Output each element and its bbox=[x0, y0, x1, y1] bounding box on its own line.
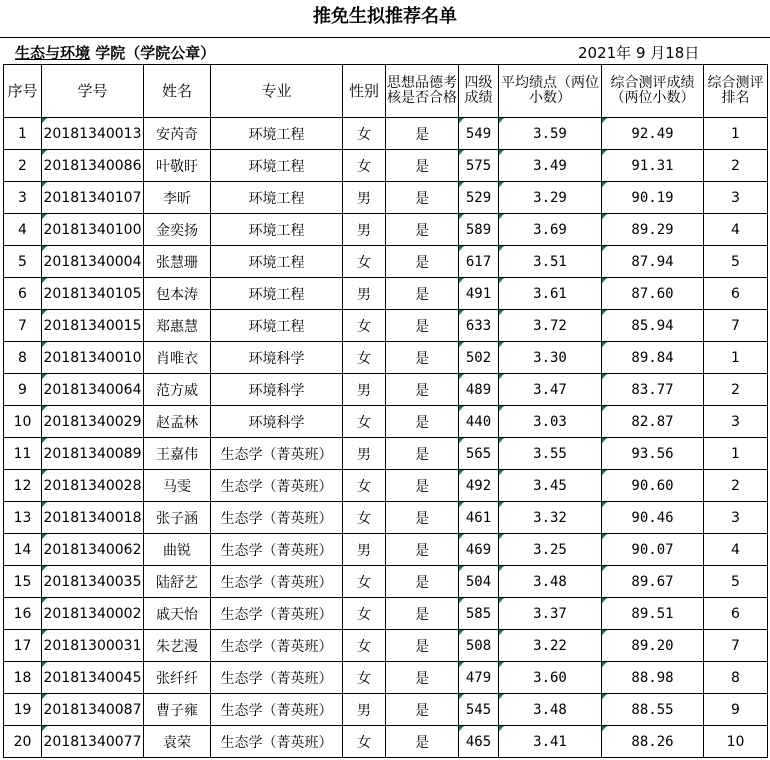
cell-major[interactable]: 环境工程 bbox=[211, 278, 343, 310]
cell-cet4[interactable]: 504 bbox=[459, 566, 499, 598]
cell-gpa[interactable]: 3.61 bbox=[499, 278, 602, 310]
cell-major[interactable]: 生态学（菁英班） bbox=[211, 694, 343, 726]
cell-gpa[interactable]: 3.47 bbox=[499, 374, 602, 406]
cell-major[interactable]: 环境工程 bbox=[211, 310, 343, 342]
cell-composite-rank[interactable]: 7 bbox=[704, 630, 768, 662]
cell-composite-rank[interactable]: 3 bbox=[704, 406, 768, 438]
cell-moral-check[interactable]: 是 bbox=[386, 278, 459, 310]
cell-name[interactable]: 叶敬盱 bbox=[144, 150, 211, 182]
cell-index[interactable]: 1 bbox=[4, 118, 42, 150]
cell-gender[interactable]: 男 bbox=[343, 182, 386, 214]
cell-student-id[interactable]: 20181340002 bbox=[42, 598, 144, 630]
cell-cet4[interactable]: 461 bbox=[459, 502, 499, 534]
cell-composite-rank[interactable]: 5 bbox=[704, 566, 768, 598]
cell-index[interactable]: 20 bbox=[4, 726, 42, 758]
cell-composite-score[interactable]: 89.84 bbox=[602, 342, 704, 374]
cell-composite-score[interactable]: 83.77 bbox=[602, 374, 704, 406]
subheader-row bbox=[0, 38, 770, 64]
cell-composite-score[interactable]: 88.26 bbox=[602, 726, 704, 758]
cell-composite-rank[interactable]: 5 bbox=[704, 246, 768, 278]
cell-cet4[interactable]: 633 bbox=[459, 310, 499, 342]
cell-cet4[interactable]: 489 bbox=[459, 374, 499, 406]
cell-gpa[interactable]: 3.55 bbox=[499, 438, 602, 470]
cell-index[interactable]: 13 bbox=[4, 502, 42, 534]
cell-major[interactable]: 生态学（菁英班） bbox=[211, 630, 343, 662]
col-header-student-id: 学号 bbox=[42, 65, 144, 118]
cell-index[interactable]: 5 bbox=[4, 246, 42, 278]
cell-moral-check[interactable]: 是 bbox=[386, 150, 459, 182]
cell-gender[interactable]: 男 bbox=[343, 214, 386, 246]
cell-name[interactable]: 戚天怡 bbox=[144, 598, 211, 630]
cell-gender[interactable]: 女 bbox=[343, 310, 386, 342]
cell-index[interactable]: 17 bbox=[4, 630, 42, 662]
cell-student-id[interactable]: 20181340105 bbox=[42, 278, 144, 310]
cell-composite-rank[interactable]: 2 bbox=[704, 470, 768, 502]
cell-cet4[interactable]: 565 bbox=[459, 438, 499, 470]
cell-index[interactable]: 18 bbox=[4, 662, 42, 694]
cell-index[interactable]: 2 bbox=[4, 150, 42, 182]
cell-index[interactable]: 12 bbox=[4, 470, 42, 502]
cell-cet4[interactable]: 479 bbox=[459, 662, 499, 694]
cell-composite-rank[interactable]: 3 bbox=[704, 182, 768, 214]
cell-major[interactable]: 环境科学 bbox=[211, 406, 343, 438]
cell-composite-score[interactable]: 90.46 bbox=[602, 502, 704, 534]
cell-major[interactable]: 生态学（菁英班） bbox=[211, 662, 343, 694]
cell-major[interactable]: 环境工程 bbox=[211, 118, 343, 150]
cell-gpa[interactable]: 3.37 bbox=[499, 598, 602, 630]
cell-student-id[interactable]: 20181340035 bbox=[42, 566, 144, 598]
cell-name[interactable]: 袁荣 bbox=[144, 726, 211, 758]
cell-composite-rank[interactable]: 4 bbox=[704, 214, 768, 246]
table-row bbox=[4, 726, 768, 758]
cell-major[interactable]: 环境科学 bbox=[211, 342, 343, 374]
cell-gpa[interactable]: 3.45 bbox=[499, 470, 602, 502]
cell-student-id[interactable]: 20181340100 bbox=[42, 214, 144, 246]
cell-composite-score[interactable]: 88.55 bbox=[602, 694, 704, 726]
cell-gpa[interactable]: 3.03 bbox=[499, 406, 602, 438]
cell-gpa[interactable]: 3.32 bbox=[499, 502, 602, 534]
recommendation-table bbox=[3, 64, 768, 758]
cell-gender[interactable]: 女 bbox=[343, 566, 386, 598]
cell-composite-rank[interactable]: 4 bbox=[704, 534, 768, 566]
cell-moral-check[interactable]: 是 bbox=[386, 438, 459, 470]
cell-gender[interactable]: 女 bbox=[343, 630, 386, 662]
cell-gpa[interactable]: 3.72 bbox=[499, 310, 602, 342]
cell-index[interactable]: 14 bbox=[4, 534, 42, 566]
table-row bbox=[4, 310, 768, 342]
cell-name[interactable]: 肖唯衣 bbox=[144, 342, 211, 374]
col-header-gender: 性别 bbox=[343, 65, 386, 118]
cell-moral-check[interactable]: 是 bbox=[386, 310, 459, 342]
table-row bbox=[4, 246, 768, 278]
table-row bbox=[4, 214, 768, 246]
cell-gpa[interactable]: 3.59 bbox=[499, 118, 602, 150]
cell-gpa[interactable]: 3.48 bbox=[499, 694, 602, 726]
cell-index[interactable]: 11 bbox=[4, 438, 42, 470]
cell-moral-check[interactable]: 是 bbox=[386, 534, 459, 566]
table-row bbox=[4, 342, 768, 374]
table-row bbox=[4, 470, 768, 502]
cell-gender[interactable]: 女 bbox=[343, 470, 386, 502]
cell-name[interactable]: 赵孟林 bbox=[144, 406, 211, 438]
cell-name[interactable]: 张慧珊 bbox=[144, 246, 211, 278]
cell-composite-rank[interactable]: 7 bbox=[704, 310, 768, 342]
cell-composite-score[interactable]: 91.31 bbox=[602, 150, 704, 182]
cell-gpa[interactable]: 3.25 bbox=[499, 534, 602, 566]
cell-gender[interactable]: 男 bbox=[343, 278, 386, 310]
cell-gpa[interactable]: 3.69 bbox=[499, 214, 602, 246]
cell-moral-check[interactable]: 是 bbox=[386, 374, 459, 406]
cell-gender[interactable]: 女 bbox=[343, 502, 386, 534]
table-row bbox=[4, 630, 768, 662]
cell-student-id[interactable]: 20181340064 bbox=[42, 374, 144, 406]
cell-composite-score[interactable]: 92.49 bbox=[602, 118, 704, 150]
date-label: 2021年 9 月18日 bbox=[578, 44, 700, 62]
cell-moral-check[interactable]: 是 bbox=[386, 406, 459, 438]
cell-gender[interactable]: 女 bbox=[343, 662, 386, 694]
cell-composite-score[interactable]: 89.51 bbox=[602, 598, 704, 630]
cell-composite-rank[interactable]: 1 bbox=[704, 118, 768, 150]
cell-name[interactable]: 李昕 bbox=[144, 182, 211, 214]
cell-cet4[interactable]: 491 bbox=[459, 278, 499, 310]
table-row bbox=[4, 406, 768, 438]
table-row bbox=[4, 438, 768, 470]
table-row bbox=[4, 502, 768, 534]
cell-composite-score[interactable]: 90.07 bbox=[602, 534, 704, 566]
cell-composite-score[interactable]: 93.56 bbox=[602, 438, 704, 470]
cell-index[interactable]: 3 bbox=[4, 182, 42, 214]
cell-major[interactable]: 生态学（菁英班） bbox=[211, 534, 343, 566]
cell-composite-score[interactable]: 90.60 bbox=[602, 470, 704, 502]
table-row bbox=[4, 694, 768, 726]
cell-gender[interactable]: 女 bbox=[343, 342, 386, 374]
cell-index[interactable]: 9 bbox=[4, 374, 42, 406]
cell-composite-rank[interactable]: 6 bbox=[704, 598, 768, 630]
cell-major[interactable]: 生态学（菁英班） bbox=[211, 726, 343, 758]
cell-cet4[interactable]: 502 bbox=[459, 342, 499, 374]
cell-name[interactable]: 范方威 bbox=[144, 374, 211, 406]
college-name: 生态与环境 bbox=[15, 44, 91, 62]
cell-major[interactable]: 环境工程 bbox=[211, 182, 343, 214]
cell-moral-check[interactable]: 是 bbox=[386, 502, 459, 534]
college-suffix: 学院（学院公章） bbox=[90, 44, 216, 62]
cell-composite-rank[interactable]: 1 bbox=[704, 342, 768, 374]
cell-gender[interactable]: 女 bbox=[343, 246, 386, 278]
col-header-major: 专业 bbox=[211, 65, 343, 118]
table-body bbox=[4, 118, 768, 758]
cell-composite-rank[interactable]: 9 bbox=[704, 694, 768, 726]
table-row bbox=[4, 374, 768, 406]
cell-cet4[interactable]: 465 bbox=[459, 726, 499, 758]
cell-gender[interactable]: 女 bbox=[343, 406, 386, 438]
table-row bbox=[4, 182, 768, 214]
cell-student-id[interactable]: 20181340028 bbox=[42, 470, 144, 502]
cell-moral-check[interactable]: 是 bbox=[386, 342, 459, 374]
table-row bbox=[4, 118, 768, 150]
cell-name[interactable]: 马雯 bbox=[144, 470, 211, 502]
cell-composite-score[interactable]: 90.19 bbox=[602, 182, 704, 214]
cell-student-id[interactable]: 20181340086 bbox=[42, 150, 144, 182]
college-label bbox=[15, 42, 215, 63]
cell-composite-rank[interactable]: 2 bbox=[704, 150, 768, 182]
cell-composite-score[interactable]: 87.94 bbox=[602, 246, 704, 278]
cell-moral-check[interactable]: 是 bbox=[386, 246, 459, 278]
cell-cet4[interactable]: 545 bbox=[459, 694, 499, 726]
cell-major[interactable]: 生态学（菁英班） bbox=[211, 502, 343, 534]
cell-index[interactable]: 7 bbox=[4, 310, 42, 342]
cell-index[interactable]: 19 bbox=[4, 694, 42, 726]
cell-cet4[interactable]: 508 bbox=[459, 630, 499, 662]
cell-major[interactable]: 生态学（菁英班） bbox=[211, 438, 343, 470]
cell-student-id[interactable]: 20181340004 bbox=[42, 246, 144, 278]
cell-composite-score[interactable]: 85.94 bbox=[602, 310, 704, 342]
cell-gender[interactable]: 女 bbox=[343, 150, 386, 182]
cell-name[interactable]: 包本涛 bbox=[144, 278, 211, 310]
cell-name[interactable]: 郑惠慧 bbox=[144, 310, 211, 342]
cell-moral-check[interactable]: 是 bbox=[386, 566, 459, 598]
cell-composite-score[interactable]: 89.20 bbox=[602, 630, 704, 662]
cell-cet4[interactable]: 589 bbox=[459, 214, 499, 246]
col-header-index: 序号 bbox=[4, 65, 42, 118]
cell-student-id[interactable]: 20181300031 bbox=[42, 630, 144, 662]
cell-major[interactable]: 环境工程 bbox=[211, 246, 343, 278]
cell-name[interactable]: 安芮奇 bbox=[144, 118, 211, 150]
document-title: 推免生拟推荐名单 bbox=[313, 6, 457, 27]
cell-moral-check[interactable]: 是 bbox=[386, 662, 459, 694]
cell-student-id[interactable]: 20181340045 bbox=[42, 662, 144, 694]
col-header-moral-check: 思想品德考核是否合格 bbox=[386, 65, 459, 118]
cell-composite-score[interactable]: 89.29 bbox=[602, 214, 704, 246]
cell-student-id[interactable]: 20181340013 bbox=[42, 118, 144, 150]
table-row bbox=[4, 598, 768, 630]
cell-cet4[interactable]: 549 bbox=[459, 118, 499, 150]
cell-major[interactable]: 生态学（菁英班） bbox=[211, 598, 343, 630]
cell-gpa[interactable]: 3.60 bbox=[499, 662, 602, 694]
cell-student-id[interactable]: 20181340089 bbox=[42, 438, 144, 470]
cell-gpa[interactable]: 3.41 bbox=[499, 726, 602, 758]
cell-name[interactable]: 曹子雍 bbox=[144, 694, 211, 726]
cell-gender[interactable]: 男 bbox=[343, 374, 386, 406]
table-row bbox=[4, 150, 768, 182]
cell-gpa[interactable]: 3.48 bbox=[499, 566, 602, 598]
cell-index[interactable]: 6 bbox=[4, 278, 42, 310]
cell-gender[interactable]: 女 bbox=[343, 598, 386, 630]
cell-gender[interactable]: 女 bbox=[343, 726, 386, 758]
header-row bbox=[4, 65, 768, 118]
cell-gpa[interactable]: 3.29 bbox=[499, 182, 602, 214]
col-header-composite-rank: 综合测评排名 bbox=[704, 65, 768, 118]
cell-index[interactable]: 8 bbox=[4, 342, 42, 374]
cell-composite-rank[interactable]: 3 bbox=[704, 502, 768, 534]
cell-cet4[interactable]: 440 bbox=[459, 406, 499, 438]
cell-cet4[interactable]: 469 bbox=[459, 534, 499, 566]
cell-moral-check[interactable]: 是 bbox=[386, 598, 459, 630]
cell-gender[interactable]: 男 bbox=[343, 438, 386, 470]
cell-student-id[interactable]: 20181340010 bbox=[42, 342, 144, 374]
cell-composite-rank[interactable]: 2 bbox=[704, 374, 768, 406]
cell-major[interactable]: 生态学（菁英班） bbox=[211, 566, 343, 598]
cell-composite-rank[interactable]: 10 bbox=[704, 726, 768, 758]
cell-student-id[interactable]: 20181340062 bbox=[42, 534, 144, 566]
cell-student-id[interactable]: 20181340015 bbox=[42, 310, 144, 342]
cell-moral-check[interactable]: 是 bbox=[386, 726, 459, 758]
cell-name[interactable]: 陆舒艺 bbox=[144, 566, 211, 598]
col-header-composite-score: 综合测评成绩（两位小数） bbox=[602, 65, 704, 118]
cell-cet4[interactable]: 585 bbox=[459, 598, 499, 630]
cell-composite-score[interactable]: 82.87 bbox=[602, 406, 704, 438]
cell-major[interactable]: 环境科学 bbox=[211, 374, 343, 406]
cell-cet4[interactable]: 492 bbox=[459, 470, 499, 502]
cell-gender[interactable]: 男 bbox=[343, 534, 386, 566]
cell-moral-check[interactable]: 是 bbox=[386, 630, 459, 662]
cell-moral-check[interactable]: 是 bbox=[386, 214, 459, 246]
cell-moral-check[interactable]: 是 bbox=[386, 694, 459, 726]
table-row bbox=[4, 278, 768, 310]
table-row bbox=[4, 662, 768, 694]
cell-composite-score[interactable]: 88.98 bbox=[602, 662, 704, 694]
cell-name[interactable]: 张子涵 bbox=[144, 502, 211, 534]
cell-gender[interactable]: 男 bbox=[343, 694, 386, 726]
col-header-name: 姓名 bbox=[144, 65, 211, 118]
cell-name[interactable]: 曲锐 bbox=[144, 534, 211, 566]
cell-index[interactable]: 16 bbox=[4, 598, 42, 630]
cell-moral-check[interactable]: 是 bbox=[386, 470, 459, 502]
cell-composite-rank[interactable]: 8 bbox=[704, 662, 768, 694]
cell-major[interactable]: 环境工程 bbox=[211, 150, 343, 182]
cell-cet4[interactable]: 617 bbox=[459, 246, 499, 278]
cell-index[interactable]: 4 bbox=[4, 214, 42, 246]
cell-student-id[interactable]: 20181340077 bbox=[42, 726, 144, 758]
cell-gpa[interactable]: 3.22 bbox=[499, 630, 602, 662]
cell-moral-check[interactable]: 是 bbox=[386, 118, 459, 150]
cell-major[interactable]: 生态学（菁英班） bbox=[211, 470, 343, 502]
cell-name[interactable]: 王嘉伟 bbox=[144, 438, 211, 470]
cell-student-id[interactable]: 20181340018 bbox=[42, 502, 144, 534]
cell-index[interactable]: 10 bbox=[4, 406, 42, 438]
cell-gender[interactable]: 女 bbox=[343, 118, 386, 150]
col-header-cet4: 四级成绩 bbox=[459, 65, 499, 118]
cell-cet4[interactable]: 529 bbox=[459, 182, 499, 214]
col-header-gpa: 平均绩点（两位小数） bbox=[499, 65, 602, 118]
cell-composite-rank[interactable]: 6 bbox=[704, 278, 768, 310]
cell-gpa[interactable]: 3.51 bbox=[499, 246, 602, 278]
cell-composite-rank[interactable]: 1 bbox=[704, 438, 768, 470]
cell-student-id[interactable]: 20181340087 bbox=[42, 694, 144, 726]
cell-index[interactable]: 15 bbox=[4, 566, 42, 598]
cell-student-id[interactable]: 20181340107 bbox=[42, 182, 144, 214]
cell-composite-score[interactable]: 89.67 bbox=[602, 566, 704, 598]
table-row bbox=[4, 534, 768, 566]
cell-composite-score[interactable]: 87.60 bbox=[602, 278, 704, 310]
cell-gpa[interactable]: 3.49 bbox=[499, 150, 602, 182]
cell-gpa[interactable]: 3.30 bbox=[499, 342, 602, 374]
cell-name[interactable]: 朱艺漫 bbox=[144, 630, 211, 662]
cell-major[interactable]: 环境工程 bbox=[211, 214, 343, 246]
table-row bbox=[4, 566, 768, 598]
cell-cet4[interactable]: 575 bbox=[459, 150, 499, 182]
cell-moral-check[interactable]: 是 bbox=[386, 182, 459, 214]
cell-student-id[interactable]: 20181340029 bbox=[42, 406, 144, 438]
cell-name[interactable]: 金奕扬 bbox=[144, 214, 211, 246]
cell-name[interactable]: 张纤纤 bbox=[144, 662, 211, 694]
